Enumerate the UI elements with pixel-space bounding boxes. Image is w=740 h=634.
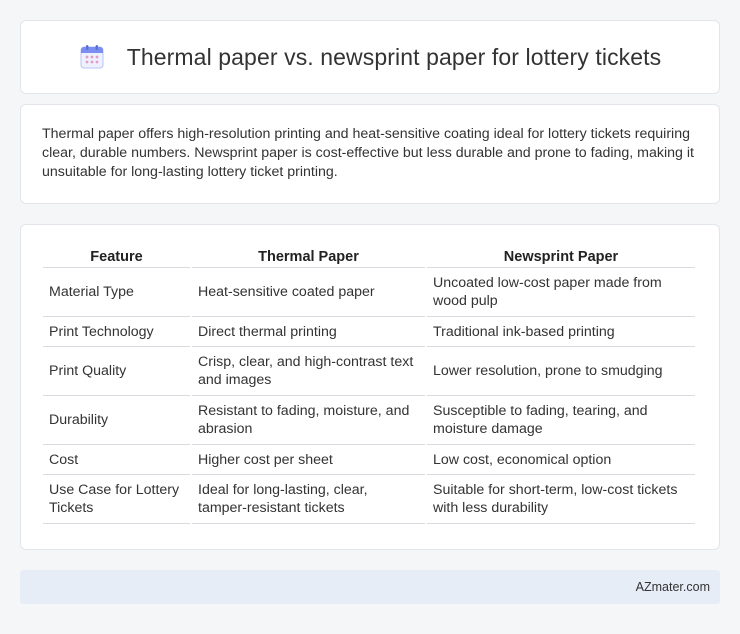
feature-cell: Material Type [43,268,190,317]
footer-brand: AZmater.com [635,580,710,594]
column-header-thermal: Thermal Paper [192,245,425,268]
table-header-row [43,245,695,268]
table-row [43,268,695,317]
newsprint-cell: Uncoated low-cost paper made from wood pulp [427,268,695,317]
thermal-cell: Direct thermal printing [192,317,425,347]
page-title: Thermal paper vs. newsprint paper for lottery tickets [126,43,662,70]
summary-text: Thermal paper offers high-resolution printing and heat-sensitive coating ideal for lottery tickets requiring clear, durable numbers. Newsprint paper is cost-effective but less durable and prone to fading, making it unsuitable for long-lasting lottery ticket printing. [42,126,694,180]
table-row [43,445,695,475]
comparison-table [41,245,697,524]
newsprint-cell: Suitable for short-term, low-cost tickets with less durability [427,475,695,524]
newsprint-cell: Low cost, economical option [427,445,695,475]
table-row [43,317,695,347]
comparison-table-card [20,224,720,550]
table-row [43,347,695,396]
feature-cell: Print Quality [43,347,190,396]
thermal-cell: Resistant to fading, moisture, and abrasion [192,396,425,445]
thermal-cell: Ideal for long-lasting, clear, tamper-resistant tickets [192,475,425,524]
thermal-cell: Higher cost per sheet [192,445,425,475]
table-row [43,475,695,524]
thermal-cell: Heat-sensitive coated paper [192,268,425,317]
calendar-icon [79,44,105,70]
title-card [20,20,720,94]
feature-cell: Print Technology [43,317,190,347]
feature-cell: Cost [43,445,190,475]
column-header-newsprint: Newsprint Paper [427,245,695,268]
summary-card [20,104,720,204]
newsprint-cell: Susceptible to fading, tearing, and moisture damage [427,396,695,445]
thermal-cell: Crisp, clear, and high-contrast text and images [192,347,425,396]
column-header-feature: Feature [43,245,190,268]
table-row [43,396,695,445]
feature-cell: Durability [43,396,190,445]
newsprint-cell: Lower resolution, prone to smudging [427,347,695,396]
footer-bar [20,570,720,604]
feature-cell: Use Case for Lottery Tickets [43,475,190,524]
newsprint-cell: Traditional ink-based printing [427,317,695,347]
